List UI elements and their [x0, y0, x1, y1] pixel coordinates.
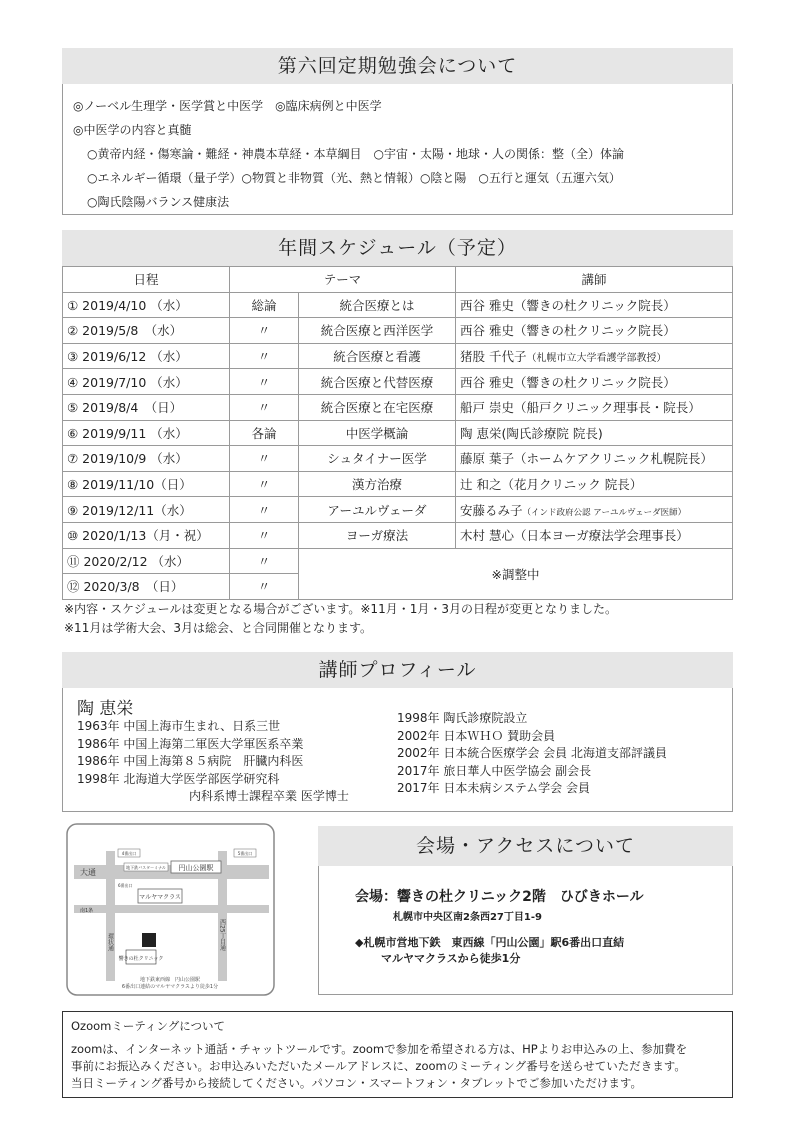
history-item: 1986年 中国上海第８５病院 肝臓内科医 [77, 754, 304, 768]
table-row [63, 369, 733, 395]
table-row [63, 548, 733, 574]
row-theme: シュタイナー医学 [299, 446, 456, 472]
note-line: ※内容・スケジュールは変更となる場合がございます。※11月・1月・3月の日程が変更となりました。 [64, 602, 617, 616]
topic-line: ◎中医学の内容と真髄 [73, 123, 192, 137]
lecturer-affiliation: （インド政府公認 アーユルヴェーダ医師） [522, 507, 687, 518]
row-lecturer: 西谷 雅史（響きの杜クリニック院長） [456, 292, 733, 318]
row-date: ① 2019/4/10 （水） [63, 292, 230, 318]
row-date: ⑦ 2019/10/9 （水） [63, 446, 230, 472]
row-theme: ヨーガ療法 [299, 522, 456, 548]
adjusting-note: ※調整中 [299, 548, 733, 599]
row-type: 〃 [230, 369, 299, 395]
street-label-kanjo: 環状通 [106, 933, 114, 951]
exit5-label: 5番出口 [237, 851, 253, 856]
row-date: ⑩ 2020/1/13（月・祝） [63, 522, 230, 548]
table-row [63, 394, 733, 420]
row-type: 〃 [230, 548, 299, 574]
row-date: ④ 2019/7/10 （水） [63, 369, 230, 395]
map-caption: 地下鉄東西線 円山公園駅 [139, 977, 201, 983]
section-title-access: 会場・アクセスについて [318, 826, 733, 866]
table-row [63, 318, 733, 344]
row-theme: 統合医療と西洋医学 [299, 318, 456, 344]
row-type: 〃 [230, 318, 299, 344]
row-theme: アーユルヴェーダ [299, 497, 456, 523]
row-type: 〃 [230, 446, 299, 472]
topic-line: ○黄帝内経・傷寒論・難経・神農本草経・本草綱目 ○宇宙・太陽・地球・人の関係：整（全）体論 [87, 147, 624, 161]
row-type: 〃 [230, 574, 299, 600]
zoom-line: zoomは、インターネット通話・チャットツールです。zoomで参加を希望される方は、HPよりお申込みの上、参加費を [71, 1042, 688, 1056]
row-type: 〃 [230, 343, 299, 369]
zoom-info [62, 1011, 733, 1098]
table-row [63, 343, 733, 369]
header-date: 日程 [63, 267, 230, 293]
section-title-schedule: 年間スケジュール（予定） [62, 230, 733, 266]
table-row [63, 522, 733, 548]
row-lecturer: 木村 慧心（日本ヨーガ療法学会理事長） [456, 522, 733, 548]
row-theme: 統合医療と在宅医療 [299, 394, 456, 420]
history-item: 1986年 中国上海第二軍医大学軍医系卒業 [77, 736, 304, 751]
lecturer-name: 陶 恵栄 [77, 699, 134, 719]
street-label-nishi25: 西25丁目通 [218, 919, 226, 951]
road-kanjo [106, 851, 115, 981]
lecturer-name: 猪股 千代子 [460, 349, 527, 365]
row-date: ⑧ 2019/11/10（日） [63, 471, 230, 497]
profile-history-left [77, 718, 349, 806]
history-item: 2017年 旅日華人中医学協会 副会長 [397, 763, 592, 778]
note-line: ※11月は学術大会、3月は総会、と合同開催となります。 [64, 621, 373, 635]
row-lecturer: 船戸 崇史（船戸クリニック理事長・院長） [456, 394, 733, 420]
schedule-notes [64, 600, 617, 638]
row-lecturer: 陶 恵栄(陶氏診療院 院長) [456, 420, 733, 446]
table-row [63, 446, 733, 472]
history-item: 1998年 陶氏診療院設立 [397, 711, 528, 725]
row-theme: 統合医療と代替医療 [299, 369, 456, 395]
access-walk: マルヤマクラスから徒歩1分 [381, 952, 521, 965]
topic-line: ◎ノーベル生理学・医学賞と中医学 ◎臨床病例と中医学 [73, 99, 382, 113]
clinic-marker [142, 933, 156, 947]
history-item: 2002年 日本統合医療学会 会員 北海道支部評議員 [397, 746, 667, 760]
row-type: 〃 [230, 394, 299, 420]
table-row [63, 471, 733, 497]
row-date: ② 2019/5/8 （水） [63, 318, 230, 344]
lecturer-name: 安藤るみ子 [460, 502, 523, 518]
road-minami1 [74, 905, 269, 913]
row-type: 総論 [230, 292, 299, 318]
table-row [63, 497, 733, 523]
row-type: 各論 [230, 420, 299, 446]
profile-content [62, 688, 733, 812]
access-route: ◆札幌市営地下鉄 東西線「円山公園」駅6番出口直結 [355, 936, 625, 949]
lecturer-affiliation: （札幌市立大学看護学部教授） [526, 353, 667, 365]
zoom-line: 当日ミーティング番号から接続してください。パソコン・スマートフォン・タブレットでご参加いただけます。 [71, 1076, 642, 1090]
row-theme: 漢方治療 [299, 471, 456, 497]
table-header-row [63, 267, 733, 293]
row-theme: 統合医療と看護 [299, 343, 456, 369]
row-type: 〃 [230, 497, 299, 523]
exit6-label: 6番出口 [118, 883, 133, 888]
topic-line: ○エネルギー循環（量子学）○物質と非物質（光、熱と情報）○陰と陽 ○五行と運気（五運六気） [87, 171, 621, 185]
row-date: ⑫ 2020/3/8 （日） [63, 574, 230, 600]
history-item: 1998年 北海道大学医学部医学研究科 [77, 771, 280, 786]
row-date: ⑥ 2019/9/11 （水） [63, 420, 230, 446]
header-theme: テーマ [230, 267, 456, 293]
topic-line: ○陶氏陰陽バランス健康法 [87, 195, 230, 209]
zoom-line: 事前にお振込みください。お申込みいただいたメールアドレスに、zoomのミーティング番号を送らせていただきます。 [71, 1059, 686, 1073]
row-theme: 中医学概論 [299, 420, 456, 446]
row-type: 〃 [230, 471, 299, 497]
street-label-minami1: 南1条 [80, 908, 94, 914]
table-row [63, 292, 733, 318]
row-date: ⑪ 2020/2/12 （水） [63, 548, 230, 574]
venue-address: 札幌市中央区南2条西27丁目1-9 [393, 912, 542, 923]
row-lecturer: 辻 和之（花月クリニック 院長） [456, 471, 733, 497]
row-date: ⑤ 2019/8/4 （日） [63, 394, 230, 420]
table-row [63, 420, 733, 446]
exit4-label: 4番出口 [121, 851, 137, 856]
study-session-content [62, 84, 733, 215]
row-lecturer: 藤原 葉子（ホームケアクリニック札幌院長） [456, 446, 733, 472]
schedule-table [62, 266, 733, 600]
bus-terminal-label: 地下鉄バスターミナル [126, 865, 166, 870]
history-item: 内科系博士課程卒業 医学博士 [189, 789, 349, 803]
header-lecturer: 講師 [456, 267, 733, 293]
row-lecturer [456, 343, 733, 369]
access-map [66, 823, 275, 996]
row-theme: 統合医療とは [299, 292, 456, 318]
station-label: 円山公園駅 [178, 864, 214, 872]
history-item: 2002年 日本ＷＨＯ 賛助会員 [397, 728, 556, 743]
section-title-study-session: 第六回定期勉強会について [62, 48, 733, 84]
section-title-profile: 講師プロフィール [62, 652, 733, 688]
history-item: 2017年 日本未病システム学会 会員 [397, 781, 590, 795]
zoom-title: Ozoomミーティングについて [71, 1019, 225, 1033]
maruyama-class-label: マルヤマクラス [139, 894, 181, 901]
row-type: 〃 [230, 522, 299, 548]
row-date: ③ 2019/6/12 （水） [63, 343, 230, 369]
profile-history-right [397, 710, 667, 798]
row-lecturer: 西谷 雅史（響きの杜クリニック院長） [456, 369, 733, 395]
row-lecturer [456, 497, 733, 523]
map-caption: 6番出口連結のマルヤマクラスより徒歩1分 [121, 984, 219, 990]
access-content [318, 866, 733, 995]
history-item: 1963年 中国上海市生まれ、日系三世 [77, 719, 281, 733]
row-lecturer: 西谷 雅史（響きの杜クリニック院長） [456, 318, 733, 344]
clinic-label: 響きの杜クリニック [118, 956, 164, 962]
row-date: ⑨ 2019/12/11（水） [63, 497, 230, 523]
venue-name: 会場：響きの杜クリニック2階 ひびきホール [355, 889, 644, 905]
street-label-odori: 大通 [80, 868, 96, 877]
